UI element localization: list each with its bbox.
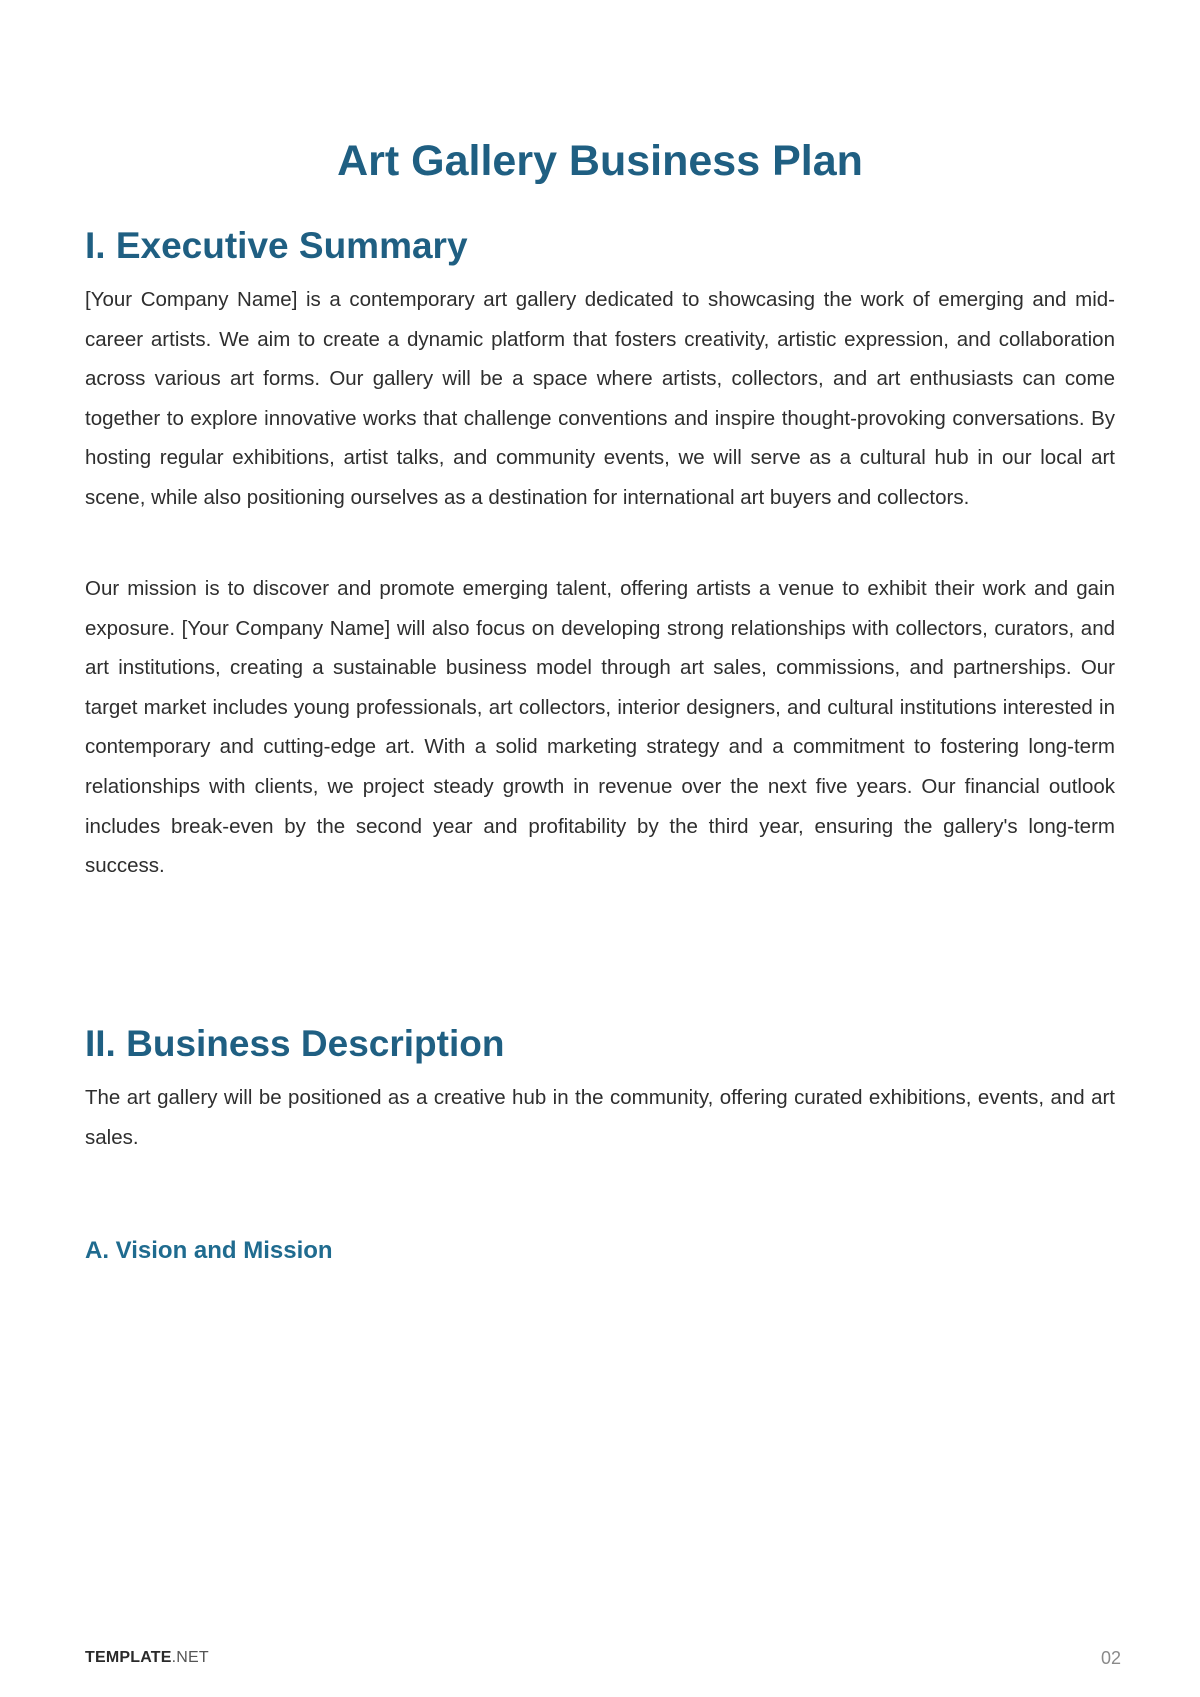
- document-title: Art Gallery Business Plan: [337, 137, 863, 185]
- footer-brand-logo: [85, 1648, 209, 1668]
- business-description-paragraph-1: The art gallery will be positioned as a creative hub in the community, offering curated exhibitions, events, and art sales.: [85, 1086, 1115, 1149]
- subsection-heading-vision-and-mission: A. Vision and Mission: [85, 1237, 333, 1264]
- executive-summary-paragraph-2: Our mission is to discover and promote emerging talent, offering artists a venue to exhibit their work and gain exposure. [Your Company Name] will also focus on developing strong relationships with collectors, curators, and art institutions, creating a sustainable business model through art sales, commissions, and partnerships. Our target market includes young professionals, art collectors, interior designers, and cultural institutions interested in contemporary and cutting-edge art. With a solid marketing strategy and a commitment to fostering long-term relationships with clients, we project steady growth in revenue over the next five years. Our financial outlook includes break-even by the second year and profitability by the third year, ensuring the gallery's long-term success.: [85, 577, 1115, 878]
- executive-summary-paragraph-1: [Your Company Name] is a contemporary art gallery dedicated to showcasing the work of emerging and mid-career artists. We aim to create a dynamic platform that fosters creativity, artistic expression, and collaboration across various art forms. Our gallery will be a space where artists, collectors, and art enthusiasts can come together to explore innovative works that challenge conventions and inspire thought-provoking conversations. By hosting regular exhibitions, artist talks, and community events, we will serve as a cultural hub in our local art scene, while also positioning ourselves as a destination for international art buyers and collectors.: [85, 288, 1115, 509]
- footer-brand-suffix: .NET: [171, 1649, 209, 1666]
- page-number: 02: [1100, 1648, 1121, 1668]
- section-heading-executive-summary: I. Executive Summary: [85, 225, 468, 266]
- section-heading-business-description: II. Business Description: [85, 1023, 505, 1064]
- footer-brand-name: TEMPLATE: [85, 1649, 172, 1666]
